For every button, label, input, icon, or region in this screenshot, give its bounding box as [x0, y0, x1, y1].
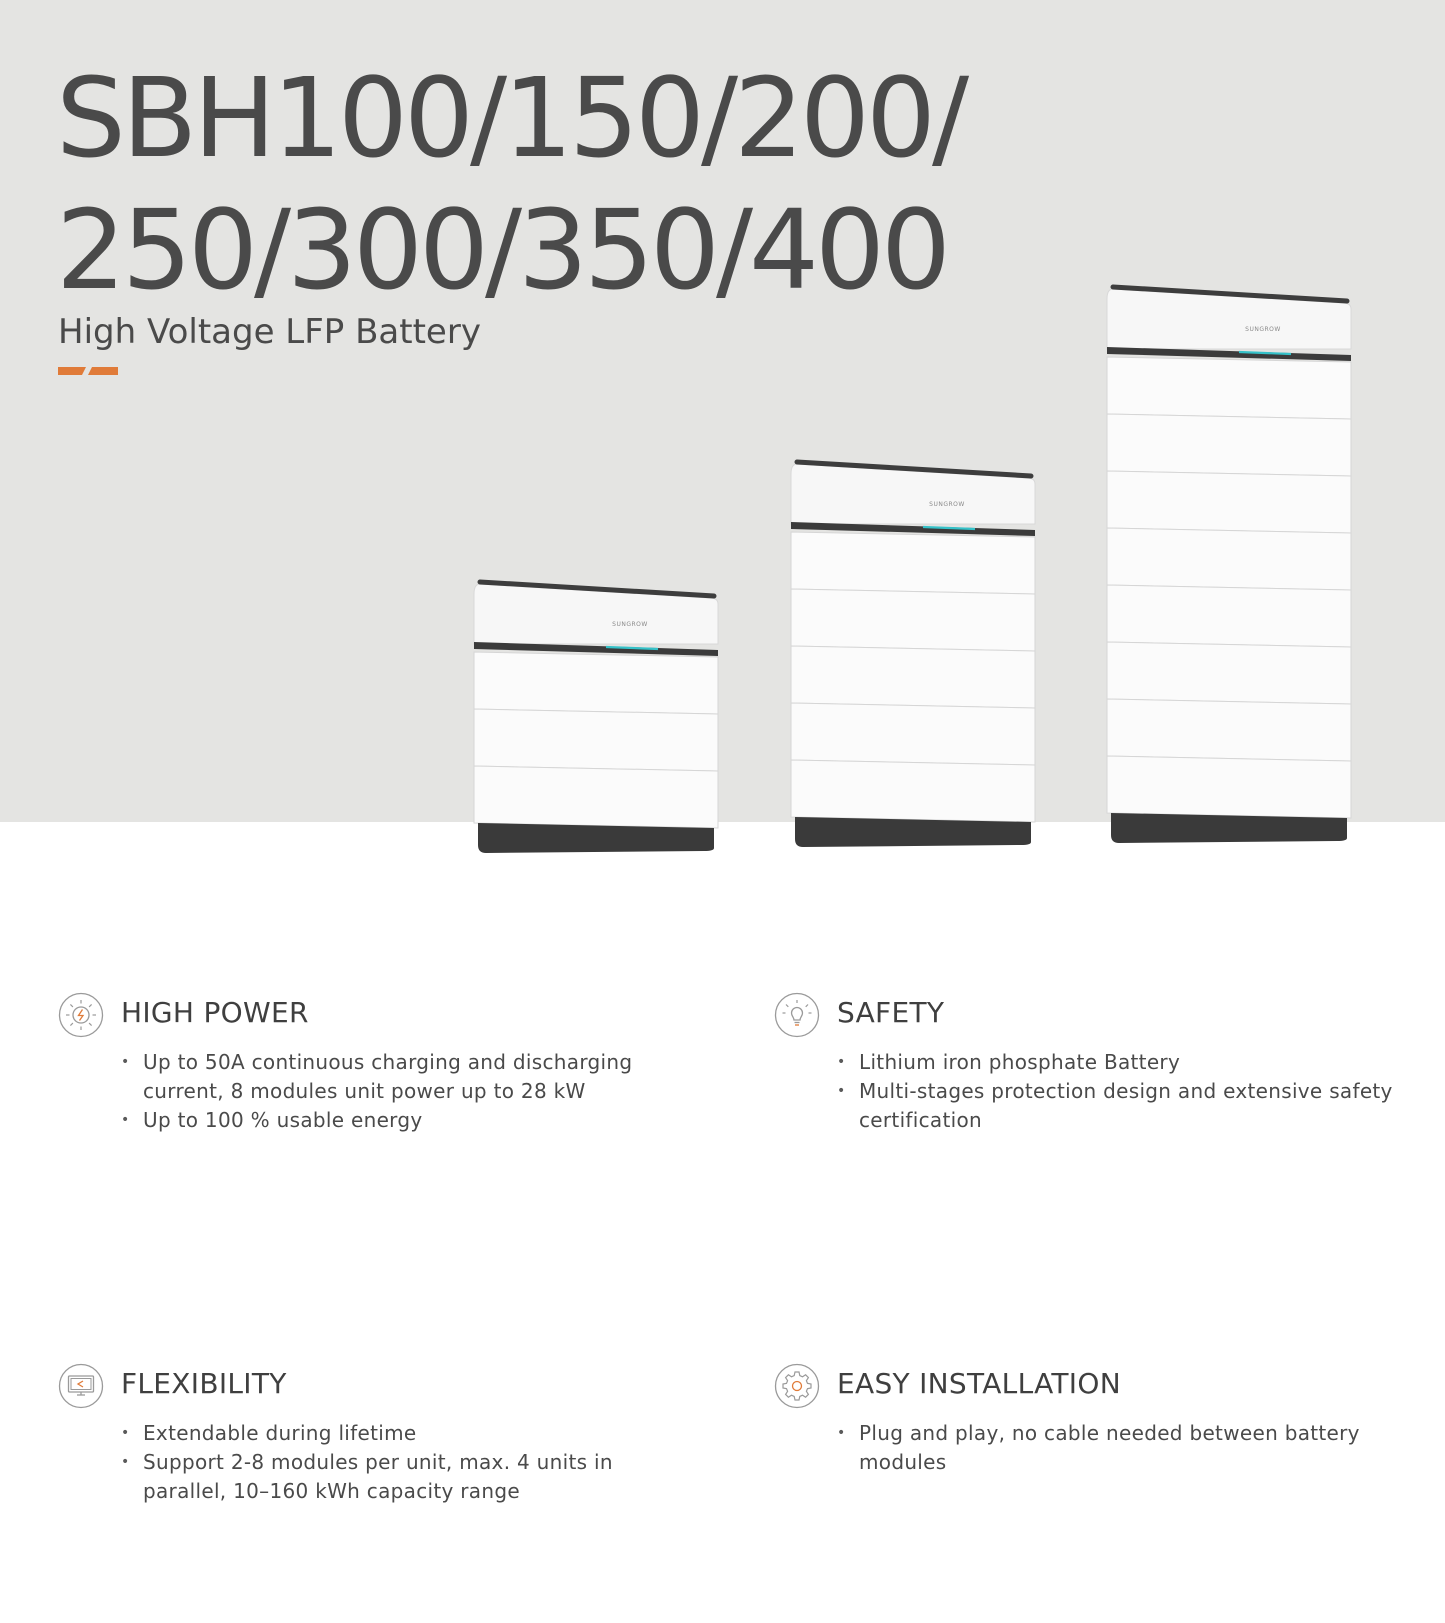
bullet-item: • Plug and play, no cable needed between battery modules [837, 1419, 1397, 1477]
battery-module [791, 589, 1035, 651]
bullet-item: • Multi-stages protection design and extensive safety certification [837, 1077, 1397, 1135]
battery-8-modules [1103, 285, 1357, 865]
accent-mark [58, 367, 118, 375]
battery-module [1107, 528, 1351, 590]
brand-logo: SUNGROW [612, 621, 648, 628]
feature-bullets [121, 1419, 681, 1506]
feature-heading: FLEXIBILITY [121, 1367, 287, 1400]
feature-bullets [121, 1048, 681, 1135]
title-line-1: SBH100/150/200/ [56, 54, 966, 182]
feature-heading: EASY INSTALLATION [837, 1367, 1121, 1400]
brand-logo: SUNGROW [1245, 326, 1281, 333]
page-subtitle: High Voltage LFP Battery [58, 312, 481, 352]
battery-module [1107, 471, 1351, 533]
power-bulb-icon [58, 992, 104, 1038]
battery-module [474, 652, 718, 714]
bullet-item: • Lithium iron phosphate Battery [837, 1048, 1397, 1077]
feature-bullets [837, 1419, 1397, 1477]
bullet-item: • Up to 100 % usable energy [121, 1106, 681, 1135]
battery-base [795, 817, 1031, 847]
battery-module [1107, 357, 1351, 419]
battery-module [791, 760, 1035, 822]
battery-illustration [787, 460, 1041, 870]
feature-heading: SAFETY [837, 996, 945, 1029]
battery-module [474, 709, 718, 771]
battery-module [791, 646, 1035, 708]
battery-5-modules [787, 460, 1041, 870]
bullet-item: • Support 2-8 modules per unit, max. 4 units in parallel, 10–160 kWh capacity range [121, 1448, 681, 1506]
brand-logo: SUNGROW [929, 501, 965, 508]
lightbulb-icon [774, 992, 820, 1038]
battery-module [474, 766, 718, 828]
page-title [56, 52, 966, 316]
battery-module [791, 703, 1035, 765]
battery-illustration [1103, 285, 1357, 865]
monitor-share-icon [58, 1363, 104, 1409]
bullet-item: • Extendable during lifetime [121, 1419, 681, 1448]
battery-3-modules [470, 580, 724, 870]
battery-module [1107, 699, 1351, 761]
battery-module [1107, 585, 1351, 647]
battery-module [1107, 414, 1351, 476]
battery-base [478, 823, 714, 853]
battery-module [1107, 642, 1351, 704]
battery-module [791, 532, 1035, 594]
battery-base [1111, 813, 1347, 843]
feature-heading: HIGH POWER [121, 996, 309, 1029]
battery-module [1107, 756, 1351, 818]
battery-illustration [470, 580, 724, 870]
feature-bullets [837, 1048, 1397, 1135]
gear-icon [774, 1363, 820, 1409]
title-line-2: 250/300/350/400 [56, 186, 948, 314]
bullet-item: • Up to 50A continuous charging and discharging current, 8 modules unit power up to 28 kW [121, 1048, 681, 1106]
